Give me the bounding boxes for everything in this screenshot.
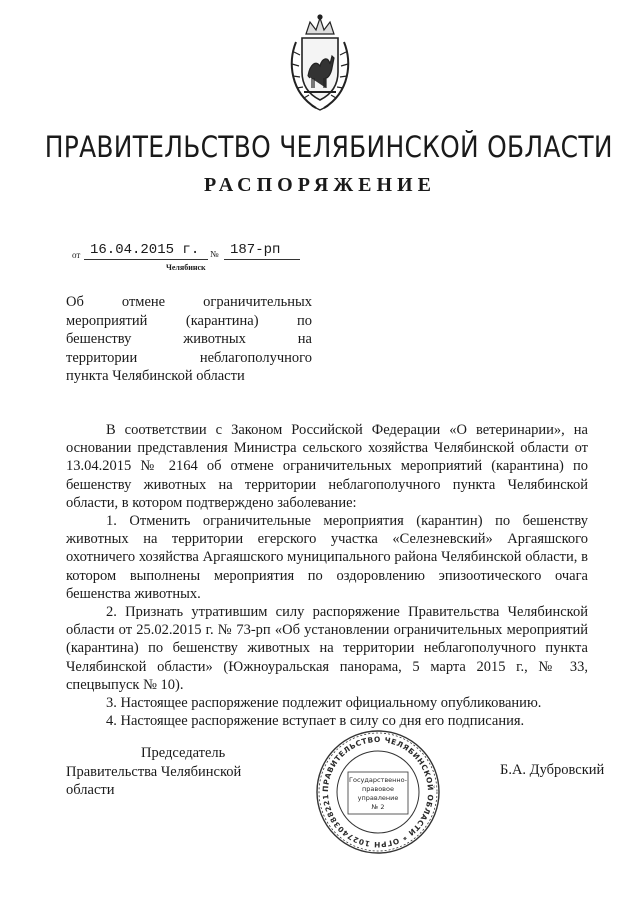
subject-line: Об отмене ограничительных [66,294,312,310]
document-number: 187-рп [230,242,281,258]
city-label: Челябинск [166,263,206,272]
stamp-center-line1: Государственно- [349,776,407,784]
body-item-1: 1. Отменить ограничительные мероприятия (карантин) по бешенству животных на территории егерского участка «Селезневский» Аргаяшского охотничего хозяйства Аргаяшского муниципального района Челябинской области, в котором выполнены мероприятия по оздоровлению эпизоотического очага бешенства животных. [66,513,588,602]
date-number-line [72,242,312,262]
government-title: ПРАВИТЕЛЬСТВО ЧЕЛЯБИНСКОЙ ОБЛАСТИ [44,130,613,164]
stamp-center-line2: правовое [362,785,394,793]
document-body [66,421,588,730]
body-intro-paragraph: В соответствии с Законом Российской Федерации «О ветеринарии», на основании представления Министра сельского хозяйства Челябинской области от 13.04.2015 № 2164 об отмене ограничительных мероприятий (карантина) по бешенству животных на территории неблагополучного пункта Челябинской области, в котором подтверждено заболевание: [66,422,588,511]
signatory-title-line2: Правительства Челябинской области [66,763,242,798]
signatory-title [66,744,286,800]
document-date: 16.04.2015 г. [90,242,200,258]
signatory-title-line1: Председатель [141,745,226,761]
from-label: от [72,250,81,260]
number-label: № [210,249,219,259]
body-item-4: 4. Настоящее распоряжение вступает в силу со дня его подписания. [106,713,525,730]
document-subject [66,293,312,386]
subject-line: мероприятий (карантина) по [66,312,312,329]
stamp-ring-text: ПРАВИТЕЛЬСТВО ЧЕЛЯБИНСКОЙ ОБЛАСТИ * ОГРН 102740388221 [320,734,436,850]
coat-of-arms-emblem [286,12,354,114]
stamp-center-line4: № 2 [371,803,385,811]
subject-line: территории неблагополучного [66,349,312,366]
subject-line: пункта Челябинской области [66,368,245,384]
official-stamp [314,728,442,856]
signatory-name: Б.А. Дубровский [500,762,605,778]
body-item-2: 2. Признать утратившим силу распоряжение Правительства Челябинской области от 25.02.2015 г. № 73-рп «Об установлении ограничительных мероприятий (карантина) по бешенству животных на территории неблагополучного пункта Челябинской области» (Южноуральская панорама, 5 марта 2015 г., № 33, спецвыпуск № 10). [66,604,588,693]
stamp-center-line3: управление [357,794,399,802]
subject-line: бешенству животных на [66,331,312,347]
body-item-3: 3. Настоящее распоряжение подлежит официальному опубликованию. [106,695,542,712]
document-type-heading: РАСПОРЯЖЕНИЕ [204,174,436,196]
